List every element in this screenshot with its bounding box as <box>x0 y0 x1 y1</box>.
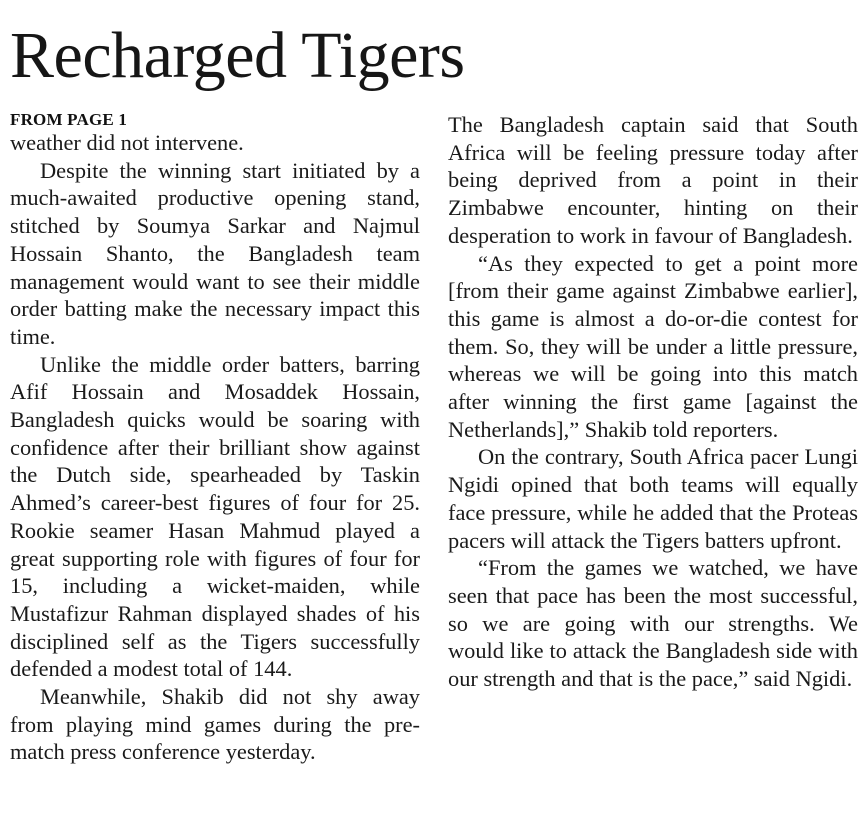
paragraph: Unlike the middle order batters, barring Afif Hossain and Mosaddek Hossain, Bangladesh quicks would be soaring with confidence after their brilliant show against the Dutch side, spearheaded by Taskin Ahmed’s career-best figures of four for 25. Rookie seamer Hasan Mahmud played a great supporting role with figures of four for 15, including a wicket-maiden, while Mustafizur Rahman displayed shades of his disciplined self as the Tigers successfully defended a modest total of 144. <box>10 351 420 682</box>
headline: Recharged Tigers <box>10 19 465 92</box>
paragraph: “From the games we watched, we have seen that pace has been the most successful, so we are going with our strengths. We would like to attack the Bangladesh side with our strength and that is the pace,” said Ngidi. <box>448 555 858 692</box>
article-column-right <box>448 111 858 693</box>
kicker-from-page: FROM PAGE 1 <box>10 110 128 129</box>
paragraph: On the contrary, South Africa pacer Lungi Ngidi opined that both teams will equally face pressure, while he added that the Proteas pacers will attack the Tigers batters upfront. <box>448 444 858 553</box>
paragraph: weather did not intervene. <box>10 130 244 155</box>
paragraph: Meanwhile, Shakib did not shy away from playing mind games during the pre-match press conference yesterday. <box>10 684 420 765</box>
paragraph: The Bangladesh captain said that South Africa will be feeling pressure today after being deprived from a point in their Zimbabwe encounter, hinting on their desperation to work in favour of Bangladesh. <box>448 112 858 248</box>
paragraph: Despite the winning start initiated by a much-awaited productive opening stand, stitched by Soumya Sarkar and Najmul Hossain Shanto, the Bangladesh team management would want to see their middle order batting make the necessary impact this time. <box>10 157 420 349</box>
paragraph: “As they expected to get a point more [from their game against Zimbabwe earlier], this game is almost a do-or-die contest for them. So, they will be under a little pressure, whereas we will be going into this match after winning the first game [against the Netherlands],” Shakib told reporters. <box>448 250 858 442</box>
article-column-left <box>10 110 420 766</box>
